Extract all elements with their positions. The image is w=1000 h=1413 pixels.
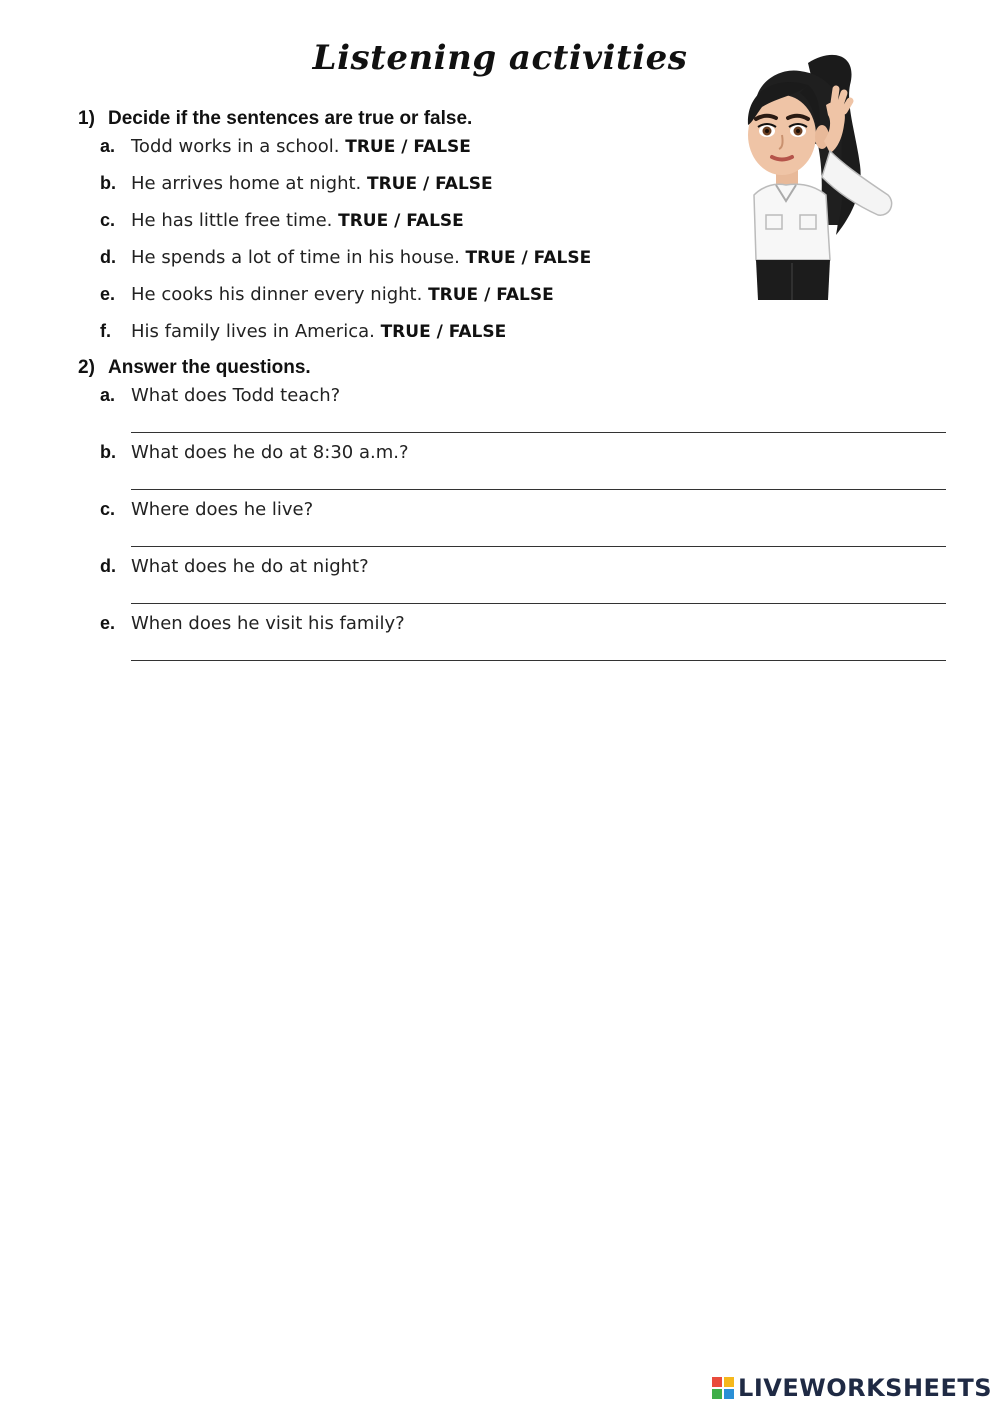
item-letter: a. — [100, 136, 116, 156]
item-letter: f. — [100, 321, 111, 341]
item-text: He arrives home at night. — [131, 173, 362, 194]
logo-square — [724, 1377, 734, 1387]
true-false-choice[interactable]: TRUE / FALSE — [338, 211, 464, 231]
true-false-choice[interactable]: TRUE / FALSE — [345, 137, 471, 157]
item-letter: b. — [100, 173, 116, 193]
item-letter: a. — [100, 385, 116, 405]
true-false-choice[interactable]: TRUE / FALSE — [367, 174, 493, 194]
item-text: His family lives in America. — [131, 321, 375, 342]
liveworksheets-footer — [712, 1374, 992, 1402]
item-letter: c. — [100, 210, 116, 230]
item-letter: d. — [100, 247, 116, 267]
liveworksheets-logo-icon — [712, 1377, 734, 1399]
true-false-choice[interactable]: TRUE / FALSE — [380, 322, 507, 342]
item-letter: e. — [100, 613, 116, 633]
logo-square — [712, 1389, 722, 1399]
section-heading-text: Answer the questions. — [108, 357, 311, 378]
true-false-choice[interactable]: TRUE / FALSE — [465, 248, 592, 268]
true-false-item — [100, 210, 464, 231]
item-text: He has little free time. — [131, 210, 333, 231]
true-false-choice[interactable]: TRUE / FALSE — [428, 285, 554, 305]
page-title: Listening activities — [312, 38, 688, 78]
true-false-item — [100, 247, 591, 268]
question-text: What does he do at night? — [131, 556, 369, 577]
answer-line[interactable] — [131, 603, 946, 604]
item-letter: d. — [100, 556, 116, 576]
listening-teacher-avatar-icon — [738, 45, 900, 300]
logo-square — [712, 1377, 722, 1387]
item-letter: c. — [100, 499, 116, 519]
answer-line[interactable] — [131, 489, 946, 490]
item-text: He cooks his dinner every night. — [131, 284, 423, 305]
section-2-heading — [78, 357, 311, 379]
question-text: When does he visit his family? — [131, 613, 405, 634]
question-item — [100, 442, 409, 463]
true-false-item — [100, 321, 506, 342]
true-false-item — [100, 173, 493, 194]
item-letter: b. — [100, 442, 116, 462]
section-number: 1) — [78, 108, 95, 129]
question-item — [100, 499, 313, 520]
item-text: Todd works in a school. — [131, 136, 340, 157]
item-text: He spends a lot of time in his house. — [131, 247, 460, 268]
question-item — [100, 556, 369, 577]
question-text: What does Todd teach? — [131, 385, 341, 406]
section-1-heading — [78, 108, 472, 130]
question-item — [100, 613, 405, 634]
answer-line[interactable] — [131, 660, 946, 661]
answer-line[interactable] — [131, 432, 946, 433]
true-false-item — [100, 284, 554, 305]
section-heading-text: Decide if the sentences are true or false. — [108, 108, 473, 129]
question-text: Where does he live? — [131, 499, 314, 520]
question-item — [100, 385, 340, 406]
question-text: What does he do at 8:30 a.m.? — [131, 442, 409, 463]
section-number: 2) — [78, 357, 95, 378]
brand-name: LIVEWORKSHEETS — [738, 1374, 992, 1402]
answer-line[interactable] — [131, 546, 946, 547]
item-letter: e. — [100, 284, 116, 304]
logo-square — [724, 1389, 734, 1399]
true-false-item — [100, 136, 471, 157]
